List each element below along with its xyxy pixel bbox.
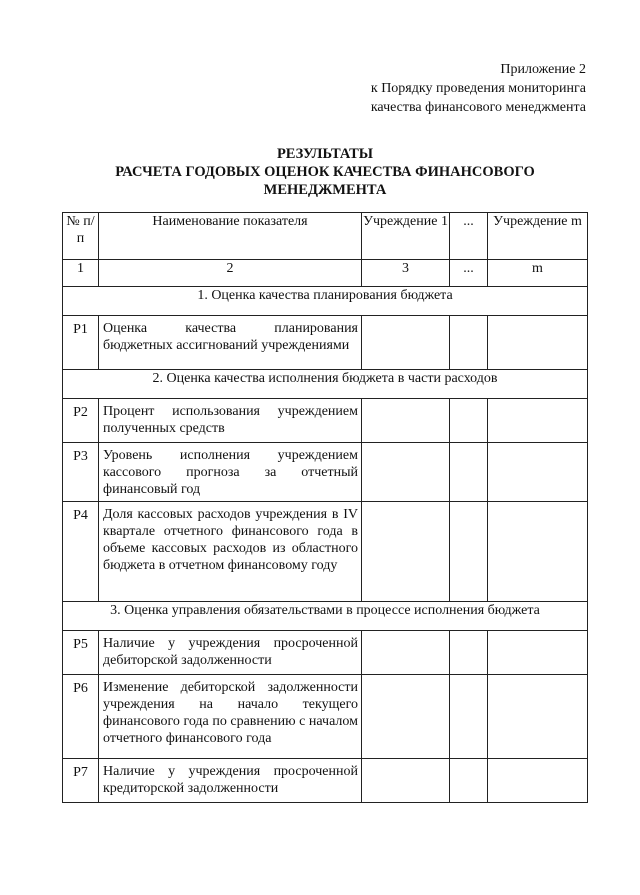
institution-m-value	[488, 759, 588, 803]
indicator-code: P3	[63, 443, 99, 502]
indicator-name: Наличие у учреждения просроченной кредиторской задолженности	[99, 759, 362, 803]
header-indicator-name: Наименование показателя	[99, 213, 362, 260]
column-number: 1	[63, 260, 99, 287]
header-institution-1: Учреждение 1	[362, 213, 450, 260]
ellipsis-value	[450, 675, 488, 759]
column-number: 3	[362, 260, 450, 287]
ellipsis-value	[450, 316, 488, 370]
institution-m-value	[488, 502, 588, 602]
institution-1-value	[362, 759, 450, 803]
indicator-name: Изменение дебиторской задолженности учреждения на начало текущего финансового года по сравнению с началом отчетного финансового года	[99, 675, 362, 759]
document-title	[60, 145, 590, 199]
indicator-row	[63, 631, 588, 675]
institution-1-value	[362, 502, 450, 602]
indicator-code: P6	[63, 675, 99, 759]
appendix-reference	[371, 60, 586, 117]
indicator-name: Процент использования учреждением полученных средств	[99, 399, 362, 443]
indicator-code: P7	[63, 759, 99, 803]
section-title: 2. Оценка качества исполнения бюджета в части расходов	[63, 370, 588, 399]
section-row	[63, 370, 588, 399]
section-row	[63, 602, 588, 631]
indicator-code: P5	[63, 631, 99, 675]
ellipsis-value	[450, 502, 488, 602]
header-institution-m: Учреждение m	[488, 213, 588, 260]
title-line-2: РАСЧЕТА ГОДОВЫХ ОЦЕНОК КАЧЕСТВА ФИНАНСОВОГО	[115, 164, 535, 180]
section-title: 1. Оценка качества планирования бюджета	[63, 287, 588, 316]
header-number: № п/п	[63, 213, 99, 260]
header-ellipsis: ...	[450, 213, 488, 260]
indicator-name: Наличие у учреждения просроченной дебиторской задолженности	[99, 631, 362, 675]
institution-m-value	[488, 675, 588, 759]
indicator-row	[63, 502, 588, 602]
institution-m-value	[488, 316, 588, 370]
institution-1-value	[362, 443, 450, 502]
column-number: m	[488, 260, 588, 287]
indicator-row	[63, 759, 588, 803]
column-number: ...	[450, 260, 488, 287]
column-number: 2	[99, 260, 362, 287]
appendix-line-2: к Порядку проведения мониторинга	[370, 81, 586, 96]
indicator-code: P4	[63, 502, 99, 602]
indicator-row	[63, 443, 588, 502]
title-line-3: МЕНЕДЖМЕНТА	[263, 182, 387, 198]
indicator-row	[63, 675, 588, 759]
ellipsis-value	[450, 759, 488, 803]
title-line-1: РЕЗУЛЬТАТЫ	[276, 146, 374, 162]
table-header-row	[63, 213, 588, 260]
institution-m-value	[488, 631, 588, 675]
indicator-row	[63, 316, 588, 370]
results-table	[62, 212, 588, 803]
ellipsis-value	[450, 399, 488, 443]
appendix-line-1: Приложение 2	[500, 62, 586, 77]
institution-m-value	[488, 443, 588, 502]
indicator-name: Уровень исполнения учреждением кассового прогноза за отчетный финансовый год	[99, 443, 362, 502]
ellipsis-value	[450, 443, 488, 502]
appendix-line-3: качества финансового менеджмента	[370, 100, 586, 115]
institution-m-value	[488, 399, 588, 443]
section-row	[63, 287, 588, 316]
indicator-code: P2	[63, 399, 99, 443]
indicator-row	[63, 399, 588, 443]
indicator-name: Доля кассовых расходов учреждения в IV квартале отчетного финансового года в объеме кассовых расходов из областного бюджета в отчетном финансовому году	[99, 502, 362, 602]
column-number-row	[63, 260, 588, 287]
indicator-code: P1	[63, 316, 99, 370]
indicator-name: Оценка качества планирования бюджетных ассигнований учреждениями	[99, 316, 362, 370]
institution-1-value	[362, 399, 450, 443]
section-title: 3. Оценка управления обязательствами в процессе исполнения бюджета	[63, 602, 588, 631]
institution-1-value	[362, 675, 450, 759]
institution-1-value	[362, 316, 450, 370]
institution-1-value	[362, 631, 450, 675]
ellipsis-value	[450, 631, 488, 675]
